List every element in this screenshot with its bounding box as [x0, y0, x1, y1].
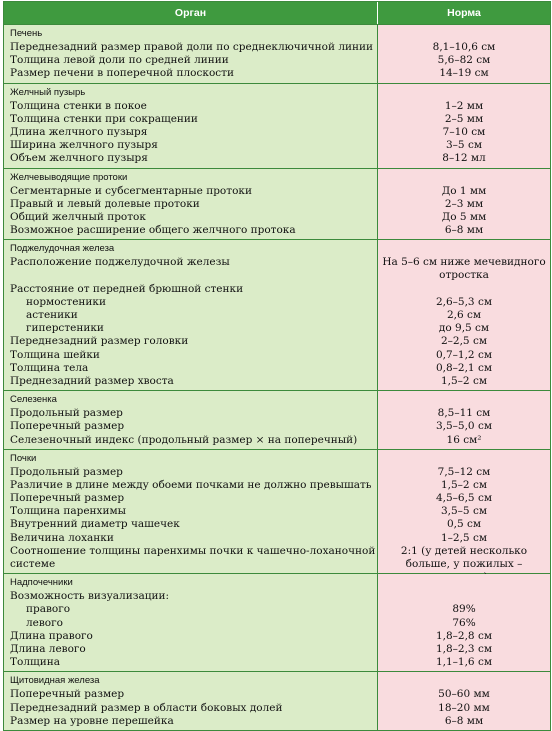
table-section [4, 390, 550, 449]
section-title: Почки [10, 452, 37, 464]
row-value: 2–5 мм [444, 112, 484, 125]
norm-column [378, 450, 550, 574]
organ-column [4, 450, 378, 574]
row-label: Продольный размер [10, 407, 123, 420]
row-value [378, 590, 550, 603]
row-value: 2:1 (у детей несколько больше, у пожилых – [400, 544, 528, 571]
row-label: Возможность визуализации: [10, 590, 169, 603]
row-label: левого [26, 616, 63, 629]
row-label: гиперстеники [26, 322, 104, 335]
row-label: Селезеночный индекс (продольный размер × на поперечный) [10, 433, 358, 446]
table-section [4, 239, 550, 390]
section-title-spacer [378, 672, 550, 688]
ultrasound-norms-table [3, 1, 551, 731]
row-value: До 5 мм [441, 210, 487, 223]
norm-column [378, 84, 550, 168]
norm-column [378, 574, 550, 671]
section-title: Желчевыводящие протоки [10, 171, 128, 183]
row-value: 8,5–11 см [437, 407, 491, 420]
organ-column [4, 25, 378, 83]
row-value: 89% [452, 603, 476, 616]
row-label: Длина левого [10, 642, 86, 655]
row-label: Переднезадний размер головки [10, 335, 189, 348]
row-value: до 9,5 см [438, 322, 490, 335]
row-value: 2–2,5 см [440, 335, 487, 348]
row-value: 6–8 мм [444, 224, 484, 237]
row-value: 8–12 мл [442, 152, 486, 165]
section-title: Печень [10, 28, 43, 39]
row-value: 4,5–6,5 см [435, 492, 493, 505]
row-label: Толщина [10, 656, 61, 669]
norm-column [378, 25, 550, 83]
row-value: 18–20 мм [438, 701, 490, 714]
row-label: Поперечный размер [10, 420, 125, 433]
row-value: 3–5 см [446, 139, 482, 152]
section-title: Щитовидная железа [10, 675, 100, 687]
organ-column [4, 240, 378, 390]
row-label: Поперечный размер [10, 688, 125, 701]
organ-column [4, 574, 378, 671]
row-value: 7–10 см [442, 125, 486, 138]
row-label: Сегментарные и субсегментарные протоки [10, 184, 252, 197]
table-section [4, 168, 550, 240]
organ-column [4, 391, 378, 449]
row-label: Толщина тела [10, 361, 89, 374]
row-value [378, 283, 550, 296]
row-value: На 5–6 см ниже мечевидного отростка [382, 256, 546, 282]
section-title: Селезенка [10, 394, 57, 406]
row-label: Ширина желчного пузыря [10, 139, 158, 152]
row-label: Переднезадний размер в области боковых долей [10, 701, 283, 714]
row-value: 1,1–1,6 см [435, 656, 493, 669]
row-label: Длина правого [10, 629, 93, 642]
norm-column [378, 169, 550, 240]
row-value: 1–2,5 см [440, 531, 487, 544]
norm-column [378, 391, 550, 449]
row-value: 0,5 см [446, 518, 482, 531]
row-value: 3,5–5 см [440, 505, 487, 518]
row-label: Размер печени в поперечной плоскости [10, 67, 234, 80]
norm-column [378, 240, 550, 390]
organ-column [4, 672, 378, 730]
row-value: 1,8–2,3 см [435, 642, 493, 655]
row-value: 50–60 мм [438, 688, 490, 701]
row-value: 2–3 мм [444, 197, 484, 210]
column-header-organ: Орган [4, 2, 378, 24]
row-label: Толщина шейки [10, 348, 100, 361]
section-title-spacer [378, 25, 550, 41]
row-label: Общий желчный проток [10, 210, 146, 223]
section-title-spacer [378, 450, 550, 466]
norm-column [378, 672, 550, 730]
row-value: 14–19 см [439, 67, 489, 80]
row-label: Возможное расширение общего желчного протока [10, 224, 296, 237]
row-value: 2,6 см [446, 309, 482, 322]
row-value: До 1 мм [441, 184, 487, 197]
row-label: Правый и левый долевые протоки [10, 197, 200, 210]
row-label: Объем желчного пузыря [10, 152, 148, 165]
row-label: Внутренний диаметр чашечек [10, 518, 180, 531]
table-body [4, 24, 550, 730]
section-title: Желчный пузырь [10, 86, 86, 98]
row-value: 1,8–2,8 см [435, 629, 493, 642]
row-label: правого [26, 603, 71, 616]
row-value: 1–2 мм [444, 99, 484, 112]
row-label: Переднезадний размер правой доли по среднеключичной линии [10, 41, 373, 53]
row-label: Преднезадний размер хвоста [10, 374, 174, 387]
table-section [4, 24, 550, 83]
row-label: Толщина стенки в покое [10, 99, 147, 112]
section-title: Надпочечники [10, 577, 73, 589]
table-section [4, 83, 550, 168]
row-label: Толщина стенки при сокращении [10, 112, 198, 125]
row-label: Соотношение толщины паренхимы почки к чашечно-лоханочной системе [10, 544, 376, 571]
section-title-spacer [378, 391, 550, 407]
section-title-spacer [378, 240, 550, 256]
section-title-spacer [378, 84, 550, 100]
row-value: 0,8–2,1 см [435, 361, 493, 374]
row-label: Длина желчного пузыря [10, 125, 148, 138]
row-label: Толщина левой доли по средней линии [10, 54, 229, 67]
row-value: 3,5–5,0 см [435, 420, 493, 433]
row-value: 7,5–12 см [437, 465, 491, 478]
row-label: Толщина паренхимы [10, 505, 126, 518]
row-value: 76% [452, 616, 476, 629]
row-value: 1,5–2 см [440, 478, 487, 491]
row-label: Расположение поджелудочной железы [10, 256, 230, 269]
organ-column [4, 84, 378, 168]
row-label: Величина лоханки [10, 531, 114, 544]
row-label: Расстояние от передней брюшной стенки [10, 282, 244, 295]
row-label: Поперечный размер [10, 492, 125, 505]
section-title-spacer [378, 169, 550, 185]
column-header-norm: Норма [447, 7, 481, 19]
section-title-spacer [378, 574, 550, 590]
organ-column [4, 169, 378, 240]
table-header [4, 2, 550, 24]
row-value: 16 см² [446, 433, 482, 446]
row-label: Различие в длине между обоеми почками не должно превышать [10, 478, 372, 491]
row-label: нормостеники [26, 295, 106, 308]
row-value: 6–8 мм [444, 714, 484, 727]
section-title: Поджелудочная железа [10, 243, 115, 255]
row-value: 5,6–82 см [437, 54, 491, 67]
row-label: астеники [26, 309, 78, 322]
row-value: 1,5–2 см [440, 374, 487, 387]
table-section [4, 449, 550, 574]
table-section [4, 671, 550, 730]
row-value: 0,7–1,2 см [435, 348, 493, 361]
row-value: 8,1–10,6 см [432, 41, 496, 53]
row-label: Размер на уровне перешейка [10, 714, 174, 727]
row-value: 2,6–5,3 см [435, 295, 493, 308]
row-label: Продольный размер [10, 465, 123, 478]
table-section [4, 573, 550, 671]
